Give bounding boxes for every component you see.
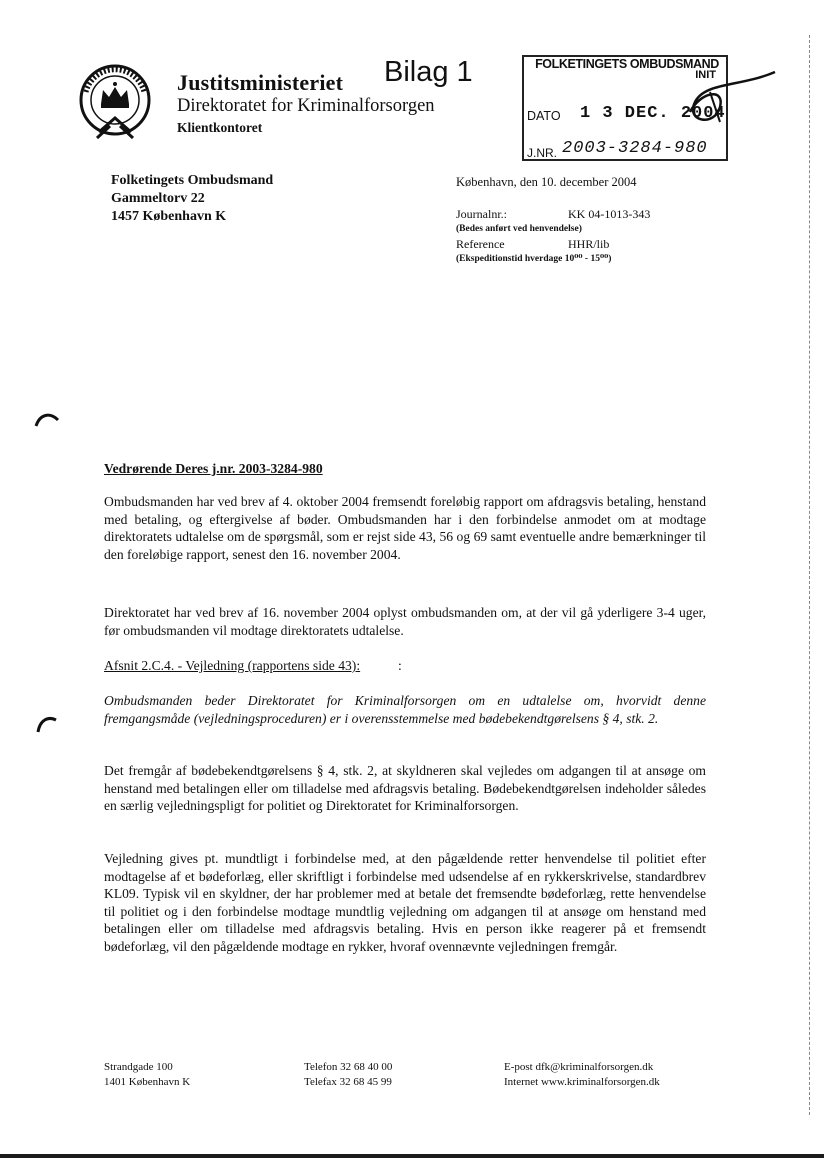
directorate-name: Direktoratet for Kriminalforsorgen — [177, 96, 435, 116]
ministry-seal-logo — [74, 62, 156, 148]
journal-label: Journalnr.: — [456, 207, 507, 221]
footer-phone-block — [304, 1060, 392, 1090]
reference-label: Reference — [456, 237, 505, 251]
paragraph-1: Ombudsmanden har ved brev af 4. oktober 2004 fremsendt foreløbig rapport om afdragsvis betaling, henstand med betaling, og eftergivelse af bøder. Ombudsmanden har i den forbindelse anmodet om at modtage direktoratets udtalelse om de spørgsmål, som er rejst side 43, 56 og 69 samt eventuelle andre bemærkninger til den foreløbige rapport, senest den 16. november 2004. — [104, 494, 706, 562]
stamp-jnr-handwritten: 2003-3284-980 — [562, 139, 708, 158]
addressee-block — [111, 172, 273, 226]
stamp-date-label: DATO — [527, 109, 561, 123]
subject-line: Vedrørende Deres j.nr. 2003-3284-980 — [104, 461, 323, 476]
footer-city: 1401 København K — [104, 1076, 191, 1088]
paragraph-4: Det fremgår af bødebekendtgørelsens § 4, stk. 2, at skyldneren skal vejledes om adgangen til at ansøge om henstand med betalingen eller om tilladelse med afdragsvis betaling. Bødebekendtgørelsen indeholder således en særlig vejledningspligt for politiet og Direktoratet for Kriminalforsorgen. — [104, 763, 706, 814]
reference-row — [456, 237, 706, 252]
paragraph-question: Ombudsmanden beder Direktoratet for Kriminalforsorgen om en udtalelse om, hvorvidt denne fremgangsmåde (vejledningsproceduren) er i overensstemmelse med bødebekendtgørelsens § 4, stk. 2. — [104, 693, 706, 726]
margin-mark-icon — [34, 410, 60, 430]
office-name: Klientkontoret — [177, 120, 263, 135]
addressee-name: Folketingets Ombudsmand — [111, 173, 274, 188]
footer-fax: Telefax 32 68 45 99 — [304, 1076, 392, 1088]
journal-note: (Bedes anført ved henvendelse) — [456, 224, 582, 234]
footer-address — [104, 1060, 190, 1090]
journal-value: KK 04-1013-343 — [568, 207, 651, 221]
journal-row — [456, 207, 706, 222]
reference-block — [456, 207, 706, 267]
stamp-date: 1 3 DEC. 2004 — [580, 104, 726, 123]
office-hours-note: (Ekspeditionstid hverdage 10⁰⁰ - 15⁰⁰) — [456, 254, 612, 264]
attachment-label: Bilag 1 — [384, 56, 473, 88]
addressee-street: Gammeltorv 22 — [111, 191, 205, 206]
handwritten-initials — [680, 52, 790, 142]
reference-value: HHR/lib — [568, 237, 610, 251]
margin-mark-icon — [34, 714, 60, 734]
footer-rule — [0, 1154, 824, 1158]
ministry-name: Justitsministeriet — [177, 70, 344, 95]
footer-email: E-post dfk@kriminalforsorgen.dk — [504, 1061, 654, 1073]
stamp-title: FOLKETINGETS OMBUDSMAND — [535, 57, 719, 71]
stamp-jnr-label: J.NR. — [527, 146, 557, 160]
section-heading: Afsnit 2.C.4. - Vejledning (rapportens side 43): — [104, 658, 361, 673]
scan-edge-line — [808, 35, 810, 1115]
footer-web: Internet www.kriminalforsorgen.dk — [504, 1076, 660, 1088]
footer-phone: Telefon 32 68 40 00 — [304, 1061, 393, 1073]
footer-contact-block — [504, 1060, 660, 1090]
footer-street: Strandgade 100 — [104, 1061, 173, 1073]
section-heading-mark: : — [398, 658, 402, 673]
stamp-init-label: INIT — [695, 69, 716, 81]
paragraph-5: Vejledning gives pt. mundtligt i forbindelse med, at den pågældende retter henvendelse til politiet efter modtagelse af et bødeforlæg, eller skriftligt i forbindelse med udsendelse af en rykkerskrivelse, standardbrev KL09. Typisk vil en skyldner, der har problemer med at betale det fremsendte bødeforlæg, rette henvendelse til politiet og i den forbindelse modtage mundtlig vejledning om adgangen til at ansøge om henstand med betalingen eller om tilladelse med afdragsvis betaling. Hvis en person ikke reagerer på et fremsendt bødeforlæg, vil den pågældende modtage en rykker, hvoraf ovennævnte vejledningen fremgår. — [104, 851, 706, 954]
addressee-city: 1457 København K — [111, 209, 227, 224]
place-date: København, den 10. december 2004 — [456, 175, 637, 189]
paragraph-2: Direktoratet har ved brev af 16. november 2004 oplyst ombudsmanden om, at der vil gå yderligere 3-4 uger, før ombudsmanden vil modtage direktoratets udtalelse. — [104, 605, 706, 638]
